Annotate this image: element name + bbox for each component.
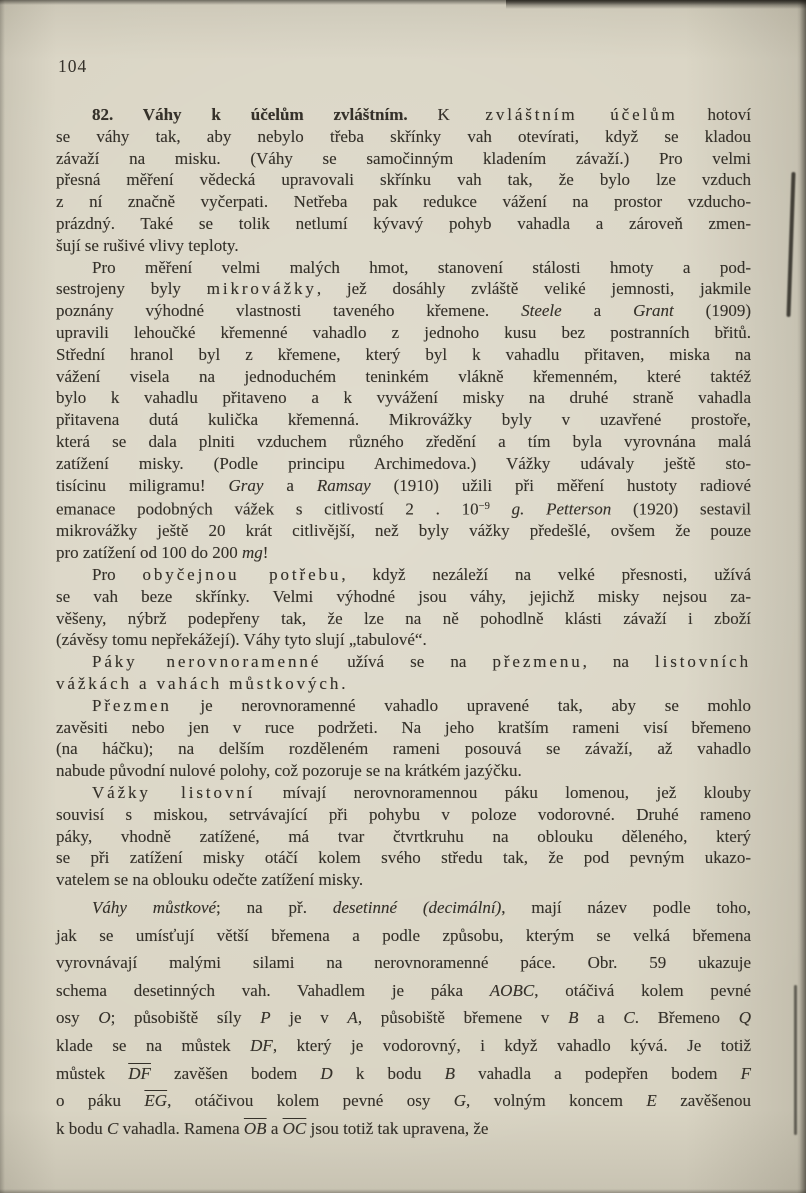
- text-line: [56, 169, 751, 191]
- text-segment: jsou totiž tak upravena, že: [306, 1118, 489, 1138]
- text-line: [56, 387, 751, 409]
- scan-artifact-top-right-edge: [506, 0, 806, 9]
- text-line: [56, 782, 751, 804]
- text-segment: můstek: [56, 1063, 129, 1083]
- text-segment: vážení visela na jednoduchém teninkém vlákně křemenném, které taktéž: [56, 366, 751, 386]
- text-line: [56, 869, 751, 891]
- text-segment: B: [568, 1008, 579, 1028]
- text-line: [56, 564, 751, 586]
- text-line: [56, 717, 751, 739]
- text-segment: k bodu: [332, 1063, 445, 1083]
- text-segment: $\overline{DF}$: [128, 1063, 151, 1083]
- text-segment: jak se umísťují větší břemena a podle způsobu, kterým se velká břemena: [56, 925, 751, 945]
- text-segment: přesná měření vědecká upravovali skřínku vah tak, že bylo lze vzduch: [56, 170, 751, 190]
- text-line: [56, 804, 751, 826]
- text-segment: , když nezáleží na velké přesnosti, užívá: [341, 565, 752, 584]
- text-segment: desetinné (decimální): [332, 897, 502, 917]
- text-segment: . Břemeno: [634, 1008, 739, 1028]
- text-line: [56, 1032, 751, 1060]
- text-line: [56, 366, 751, 388]
- micro-balances-paragraph: [56, 257, 751, 564]
- text-line: [56, 191, 751, 213]
- text-segment: Pro: [92, 565, 143, 584]
- text-line: [56, 1087, 751, 1115]
- text-segment: užívá se na: [321, 652, 493, 672]
- text-segment: 82. Váhy k účelům zvláštním.: [92, 105, 408, 124]
- scan-artifact-right-mark-upper: [786, 172, 795, 317]
- text-segment: DF: [250, 1035, 273, 1055]
- text-segment: zavěšenou: [656, 1091, 751, 1111]
- letter-scales-paragraph: [56, 782, 751, 891]
- text-segment: $\overline{EG}$: [144, 1091, 168, 1111]
- text-segment: obyčejnou potřebu: [142, 565, 342, 584]
- text-segment: g.: [511, 499, 525, 519]
- steelyard-paragraph: [56, 695, 751, 782]
- text-segment: E: [646, 1091, 657, 1111]
- text-line: [56, 695, 751, 717]
- page-number: 104: [58, 56, 88, 76]
- text-segment: nabude původní nulové polohy, což pozoruje se na krátkém jazýčku.: [56, 761, 522, 781]
- text-segment: a: [266, 1118, 283, 1138]
- text-segment: listovních: [655, 652, 751, 672]
- text-segment: [490, 500, 512, 519]
- text-segment: Grant: [633, 301, 674, 321]
- unequal-arm-levers-paragraph: [56, 651, 751, 695]
- text-segment: , na: [582, 652, 656, 672]
- text-segment: přezmenu: [492, 652, 583, 672]
- text-segment: Přezmen: [92, 695, 172, 715]
- text-segment: (1920) sestavil: [611, 499, 751, 519]
- text-line: [56, 126, 751, 148]
- text-segment: $\overline{OB}$: [243, 1118, 267, 1138]
- text-segment: Páky nerovnoramenné: [92, 652, 322, 672]
- text-line: [56, 760, 751, 782]
- text-line: [56, 977, 751, 1005]
- text-segment: (závěsy tomu nepřekážejí). Váhy tyto slují „tabulové“.: [56, 630, 427, 650]
- text-segment: poznány výhodné vlastnosti taveného křemene.: [56, 301, 522, 321]
- scan-artifact-left-edge: [0, 0, 5, 1193]
- text-segment: C: [107, 1118, 119, 1138]
- text-line: [56, 608, 751, 630]
- text-segment: k bodu: [56, 1118, 107, 1138]
- text-segment: D: [320, 1063, 333, 1083]
- text-segment: Petterson: [546, 499, 612, 519]
- text-line: [56, 453, 751, 475]
- text-segment: O: [98, 1008, 111, 1028]
- text-line: [56, 847, 751, 869]
- text-segment: zavěsiti nebo jen v ruce podržeti. Na jeho kratším rameni visí břemeno: [56, 717, 751, 737]
- text-line: [56, 257, 751, 279]
- text-segment: Pro měření velmi malých hmot, stanovení stálosti hmoty a pod-: [92, 257, 751, 277]
- text-line: [56, 1004, 751, 1032]
- text-line: [56, 651, 751, 673]
- text-segment: ; působiště síly: [110, 1008, 261, 1028]
- text-segment: [408, 105, 438, 124]
- text-segment: schema desetinných vah. Vahadlem je páka: [56, 980, 490, 1000]
- text-line: [56, 213, 751, 235]
- text-segment: Steele: [521, 301, 562, 321]
- text-segment: pro zatížení od 100 do 200: [56, 543, 243, 563]
- text-segment: se při zatížení misky otáčí kolem svého středu tak, že pod pevným ukazo-: [56, 848, 751, 868]
- text-segment: G: [453, 1091, 467, 1111]
- text-segment: vahadla. Ramena: [118, 1118, 244, 1138]
- text-segment: vahadla a podepřen bodem: [455, 1063, 741, 1083]
- text-segment: a: [578, 1008, 624, 1028]
- text-segment: upravili lehoučké křemenné vahadlo z jednoho kusu bez postranních břitů.: [56, 322, 751, 342]
- text-segment: Váhy můstkové: [92, 897, 217, 917]
- text-segment: −9: [478, 501, 490, 513]
- text-segment: a: [561, 301, 634, 321]
- text-segment: která se dala plniti vzduchem různého zředění a tím byla vyrovnána malá: [56, 431, 751, 451]
- text-segment: sestrojeny byly: [56, 279, 207, 299]
- text-line: [56, 586, 751, 608]
- text-line: [56, 496, 751, 520]
- text-segment: vyrovnávají malými silami na nerovnoramenné páce. Obr. 59 ukazuje: [56, 953, 751, 973]
- text-segment: (na háčku); na delším rozděleném rameni posouvá se závaží, až vahadlo: [56, 739, 751, 759]
- text-segment: Q: [738, 1008, 751, 1028]
- text-line: [56, 235, 751, 257]
- text-segment: přitavena dutá kulička křemenná. Mikrovážky byly v uzavřené prostoře,: [56, 410, 751, 430]
- text-segment: prázdný. Také se tolik netlumí kývavý pohyb vahadla a zároveň zmen-: [56, 213, 751, 233]
- text-segment: K zvláštním účelům: [437, 105, 678, 124]
- text-segment: hotoví: [677, 105, 751, 124]
- text-line: [56, 475, 751, 497]
- text-segment: $\overline{OC}$: [282, 1118, 307, 1138]
- text-segment: (1910) užili při měření hustoty radiové: [370, 475, 751, 495]
- text-segment: , jež dosáhly zvláště veliké jemnosti, jakmile: [316, 279, 751, 299]
- text-segment: Vážky listovní: [92, 782, 256, 802]
- text-segment: zavěšen bodem: [150, 1063, 321, 1083]
- text-segment: se vah beze skřínky. Velmi výhodné jsou váhy, jejichž misky nejsou za-: [56, 586, 751, 606]
- text-segment: , působiště břemene v: [357, 1008, 569, 1028]
- text-line: [56, 322, 751, 344]
- scan-artifact-bottom-edge: [0, 1189, 806, 1193]
- text-line: [56, 629, 751, 651]
- text-segment: vatelem se na oblouku odečte zatížení misky.: [56, 870, 364, 890]
- text-line: [56, 344, 751, 366]
- text-line: [56, 1115, 751, 1143]
- text-segment: ; na př.: [216, 897, 333, 917]
- scan-artifact-right-edge: [797, 0, 806, 1193]
- text-segment: vážkách a vahách můstkových: [56, 673, 342, 693]
- text-segment: šují se rušivé vlivy teploty.: [56, 235, 239, 255]
- text-line: [56, 104, 751, 126]
- text-segment: Gray: [228, 475, 264, 495]
- text-line: [56, 922, 751, 950]
- text-line: [56, 148, 751, 170]
- text-segment: je v: [270, 1008, 348, 1028]
- text-segment: osy: [56, 1008, 99, 1028]
- text-segment: !: [262, 543, 269, 563]
- text-segment: z ní značně vyčerpati. Netřeba pak redukce vážení na prostor vzducho-: [56, 192, 751, 212]
- text-segment: P: [260, 1008, 271, 1028]
- text-line: [56, 894, 751, 922]
- text-line: [56, 431, 751, 453]
- text-line: [56, 300, 751, 322]
- text-line: [56, 542, 751, 564]
- scan-artifact-right-mark-lower: [794, 985, 797, 1135]
- text-line: [56, 673, 751, 695]
- text-segment: a: [263, 475, 317, 495]
- text-line: [56, 520, 751, 542]
- text-segment: mikrovážky ještě 20 krát citlivější, než byly vážky předešlé, ovšem že pouze: [56, 521, 751, 541]
- text-segment: , otáčivou kolem pevné osy: [167, 1091, 454, 1111]
- text-segment: (1909): [673, 301, 752, 321]
- text-segment: tisícinu miligramu!: [56, 475, 229, 495]
- text-segment: Střední hranol byl z křemene, který byl k vahadlu přitaven, miska na: [56, 344, 751, 364]
- text-segment: mg: [242, 543, 263, 563]
- text-line: [56, 278, 751, 300]
- text-segment: závaží na misku. (Váhy se samočinným kladením závaží.) Pro velmi: [56, 148, 751, 168]
- text-segment: B: [444, 1063, 455, 1083]
- text-segment: bylo k vahadlu přitaveno a k vyvážení misky na druhé straně vahadla: [56, 388, 751, 408]
- text-segment: klade se na můstek: [56, 1035, 251, 1055]
- text-segment: [524, 500, 546, 519]
- text-line: [56, 826, 751, 848]
- body-text: [56, 104, 751, 1142]
- text-segment: věšeny, nýbrž podepřeny tak, že lze na ně pohodlně klásti závaží i zboží: [56, 608, 751, 628]
- text-segment: se váhy tak, aby nebylo třeba skřínky vah otevírati, když se kladou: [56, 126, 751, 146]
- text-segment: .: [341, 673, 346, 693]
- text-segment: souvisí s miskou, setrvávající při pohybu v poloze vodorovné. Druhé rameno: [56, 804, 751, 824]
- text-line: [56, 738, 751, 760]
- text-segment: F: [740, 1063, 751, 1083]
- text-segment: o páku: [56, 1091, 145, 1111]
- text-segment: AOBC: [489, 980, 535, 1000]
- bridge-scales-paragraph: [56, 894, 751, 1142]
- text-segment: , volným koncem: [466, 1091, 647, 1111]
- text-segment: , otáčivá kolem pevné: [534, 980, 751, 1000]
- text-segment: zatížení misky. (Podle principu Archimedova.) Vážky udávaly ještě sto-: [56, 453, 751, 473]
- section-82-heading-paragraph: [56, 104, 751, 257]
- text-segment: páky, vhodně zatížené, má tvar čtvrtkruhu na oblouku děleného, který: [56, 826, 751, 846]
- text-segment: , který je vodorovný, i když vahadlo kývá. Je totiž: [272, 1035, 751, 1055]
- text-segment: C: [623, 1008, 635, 1028]
- text-segment: emanace podobných vážek s citlivostí 2 . 10: [56, 499, 479, 519]
- text-segment: Ramsay: [316, 475, 371, 495]
- text-segment: A: [347, 1008, 358, 1028]
- text-segment: mívají nerovnoramennou páku lomenou, jež klouby: [255, 782, 751, 802]
- text-line: [56, 1060, 751, 1088]
- text-segment: je nerovnoramenné vahadlo upravené tak, aby se mohlo: [171, 695, 751, 715]
- text-line: [56, 949, 751, 977]
- text-line: [56, 409, 751, 431]
- text-segment: mikrovážky: [206, 279, 317, 299]
- table-scales-paragraph: [56, 564, 751, 651]
- text-segment: , mají název podle toho,: [501, 897, 752, 917]
